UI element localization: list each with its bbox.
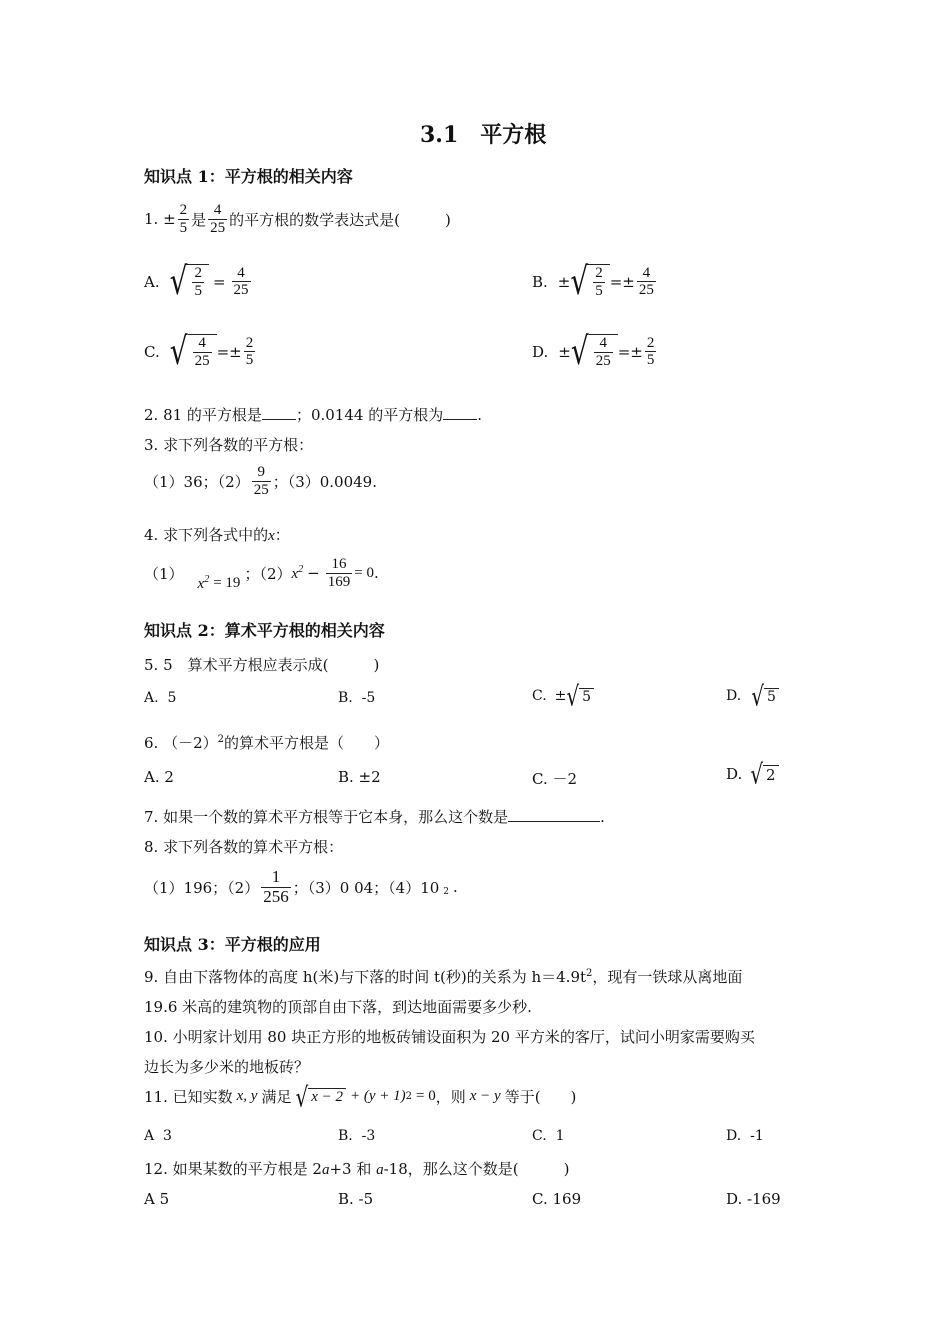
section-heading-3: 知识点 3：平方根的应用 (144, 935, 321, 954)
q1-fraction-b: $\frac{4}{25}$ (210, 202, 226, 236)
q5-option-d: D. √ 5 (726, 686, 779, 706)
question-3-items: （1）36；（2） $\frac{9}{25}$ ；（3）0.0049. (144, 464, 377, 498)
question-2: 2. 81 的平方根是 ；0.0144 的平方根为 . (144, 406, 482, 424)
q1-option-d: D. ± √ $\frac{4}{25}$ =± $\frac{2}{5}$ (532, 328, 655, 374)
q11-option-b: B. -3 (338, 1128, 376, 1144)
q1-fraction-a: $\frac{2}{5}$ (179, 202, 188, 236)
question-11: 11. 已知实数 x, y 满足 √ x − 2 + (y + 1) 2 = 0 ，则 x − y 等于( ) (144, 1080, 577, 1113)
q11-option-a: A 3 (144, 1128, 172, 1144)
q6-option-b: B. ±2 (338, 768, 381, 786)
question-9-line2: 19.6 米高的建筑物的顶部自由下落，到达地面需要多少秒. (144, 998, 532, 1016)
q1-option-b: B. ± √ $\frac{2}{5}$ =± $\frac{4}{25}$ (532, 258, 654, 304)
q1-number: 1. ± (144, 210, 176, 228)
section-heading-2: 知识点 2：算术平方根的相关内容 (144, 621, 385, 640)
question-7: 7. 如果一个数的算术平方根等于它本身，那么这个数是 . (144, 808, 605, 826)
q11-option-c: C. 1 (532, 1128, 565, 1144)
q6-option-a: A. 2 (144, 768, 174, 786)
q5-option-a: A. 5 (144, 690, 177, 706)
question-10-line2: 边长为多少米的地板砖？ (144, 1058, 310, 1076)
q12-option-b: B. -5 (338, 1190, 374, 1208)
q12-option-d: D. -169 (726, 1190, 781, 1208)
q12-option-c: C. 169 (532, 1190, 582, 1208)
question-9-line1: 9. 自由下落物体的高度 h(米)与下落的时间 t(秒)的关系为 $h=4.9t^2$，现有一铁球从离地面 (144, 968, 743, 986)
q6-option-c: C. －2 (532, 770, 578, 788)
q1-option-a: A. √ $\frac{2}{5}$ = $\frac{4}{25}$ (144, 258, 249, 304)
q6-option-d: D. √ 2 (726, 764, 779, 784)
question-1 (144, 202, 451, 236)
q1-text: 的平方根的数学表达式是( ) (229, 210, 451, 229)
question-4: 4. 求下列各式中的x： (144, 526, 290, 544)
question-12: 12. 如果某数的平方根是 2a+3 和 a-18，那么这个数是( ) (144, 1160, 570, 1178)
question-3: 3. 求下列各数的平方根： (144, 436, 314, 454)
q11-option-d: D. -1 (726, 1128, 764, 1144)
q5-option-b: B. -5 (338, 690, 376, 706)
question-8: 8. 求下列各数的算术平方根： (144, 838, 344, 856)
q1-option-c: C. √ $\frac{4}{25}$ =± $\frac{2}{5}$ (144, 328, 254, 374)
question-6: 6. $(-2)^2$的算术平方根是（ ） (144, 734, 390, 752)
q12-option-a: A 5 (144, 1190, 170, 1208)
section-heading-1: 知识点 1：平方根的相关内容 (144, 167, 353, 186)
question-5: 5. 5 算术平方根应表示成( ) (144, 656, 380, 674)
question-4-items: （1） $x^2$ = 19 ；（2） $x^2$ − $\frac{16}{169}$ = 0 . (144, 556, 379, 592)
page-title: 3.1 平方根 (420, 122, 547, 148)
q1-is: 是 (191, 210, 207, 229)
question-10-line1: 10. 小明家计划用 80 块正方形的地板砖铺设面积为 20 平方米的客厅，试问小明家需要购买 (144, 1028, 755, 1046)
question-8-items: （1）196；（2） $\frac{1}{256}$ ；（3）0 04；（4）10 2 . (144, 867, 458, 906)
q5-option-c: C. ± √ 5 (532, 686, 594, 706)
